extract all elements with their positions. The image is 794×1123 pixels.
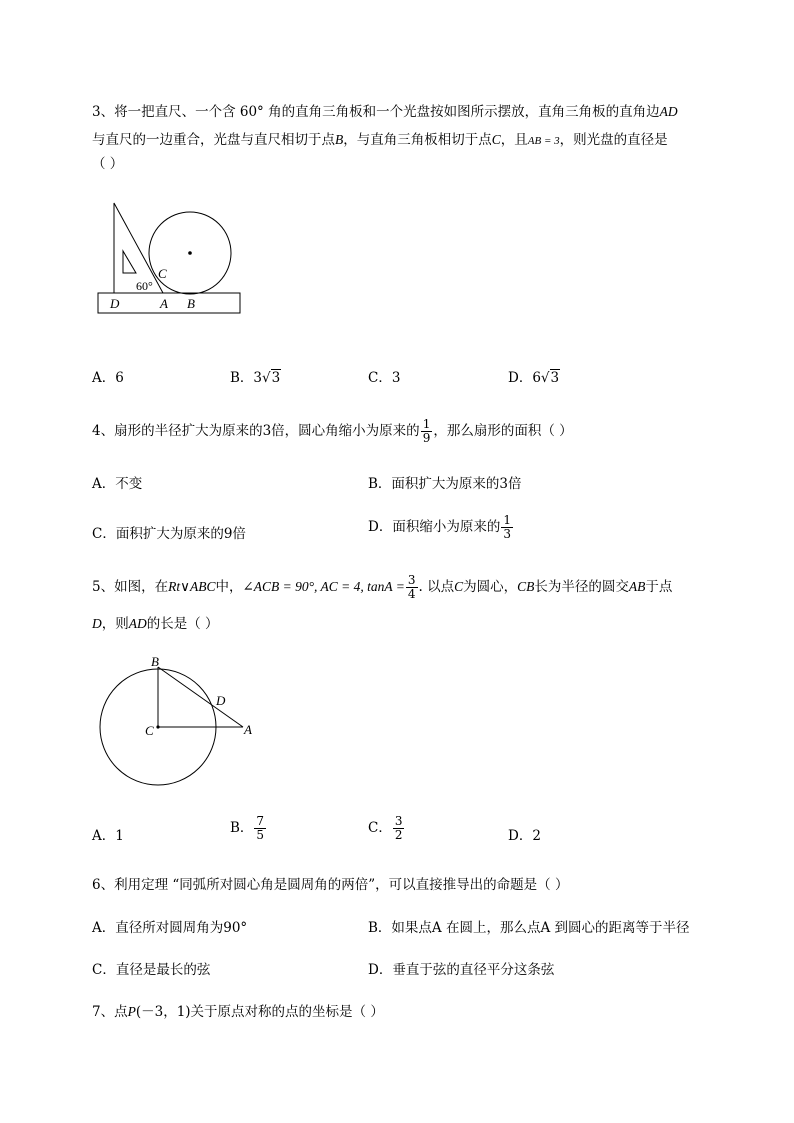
q5-option-a[interactable]: A．1 [92,828,124,844]
label-d: D [216,693,226,708]
q7-stem: 7、点P(－3，1)关于原点对称的点的坐标是（ ） [92,1004,384,1020]
q3-option-a[interactable]: A．6 [92,370,124,386]
segment-ab [158,667,243,727]
q3-option-c[interactable]: C．3 [368,370,401,386]
label-a: A [160,296,168,311]
q3-option-b[interactable]: B．3√3 [230,370,281,386]
q5-option-d[interactable]: D．2 [508,828,541,844]
q6-stem: 6、利用定理 “同弧所对圆心角是圆周角的两倍”，可以直接推导出的命题是（ ） [92,877,569,893]
q4-option-b[interactable]: B．面积扩大为原来的3倍 [368,476,522,492]
q4-option-c[interactable]: C．面积扩大为原来的9倍 [92,526,246,542]
label-c: C [158,266,167,281]
q4-option-d[interactable]: D．面积缩小为原来的 $\frac{1}{3}$ [368,513,511,541]
triangle-hole [123,251,136,273]
q4-option-a[interactable]: A．不变 [92,476,143,492]
q4-stem: 4、扇形的半径扩大为原来的3倍，圆心角缩小为原来的 $\frac{1}{9}$ ，那么扇形的面积（ ） [92,417,573,445]
label-b: B [151,654,159,669]
q3-line1: 3、将一把直尺、一个含 60° 角的直角三角板和一个光盘按如图所示摆放，直角三角板的直角边AD [92,104,678,120]
q5-option-c[interactable]: C． $\frac{3}{2}$ [368,814,403,842]
disc-center [188,251,192,255]
q6-option-d[interactable]: D．垂直于弦的直径平分这条弦 [368,962,555,978]
q5-stem-line2: D，则AD的长是（ ） [92,616,219,632]
label-d: D [110,296,120,311]
q3-option-d[interactable]: D．6√3 [508,370,560,386]
q5-figure [90,652,265,792]
q6-option-a[interactable]: A．直径所对圆周角为90° [92,920,248,936]
q5-stem-line1: 5、如图，在Rt∨ABC中，∠ACB = 90°, AC = 4, tanA = $\frac{3}{4}$ . 以点C为圆心，CB长为半径的圆交AB于点 [92,573,673,601]
q6-option-c[interactable]: C．直径是最长的弦 [92,962,211,978]
label-c: C [145,723,154,738]
q6-option-b[interactable]: B．如果点A 在圆上，那么点A 到圆心的距离等于半径 [368,920,690,936]
label-b: B [187,296,195,311]
label-a: A [244,722,252,737]
q3-line2: 与直尺的一边重合，光盘与直尺相切于点B，与直角三角板相切于点C，且AB = 3，则光盘的直径是 [92,132,668,148]
q3-figure [90,195,250,320]
q5-option-b[interactable]: B． $\frac{7}{5}$ [230,814,265,842]
center-dot [156,725,159,728]
q3-paren: （ ） [92,156,124,172]
angle-label: 60° [136,279,153,293]
